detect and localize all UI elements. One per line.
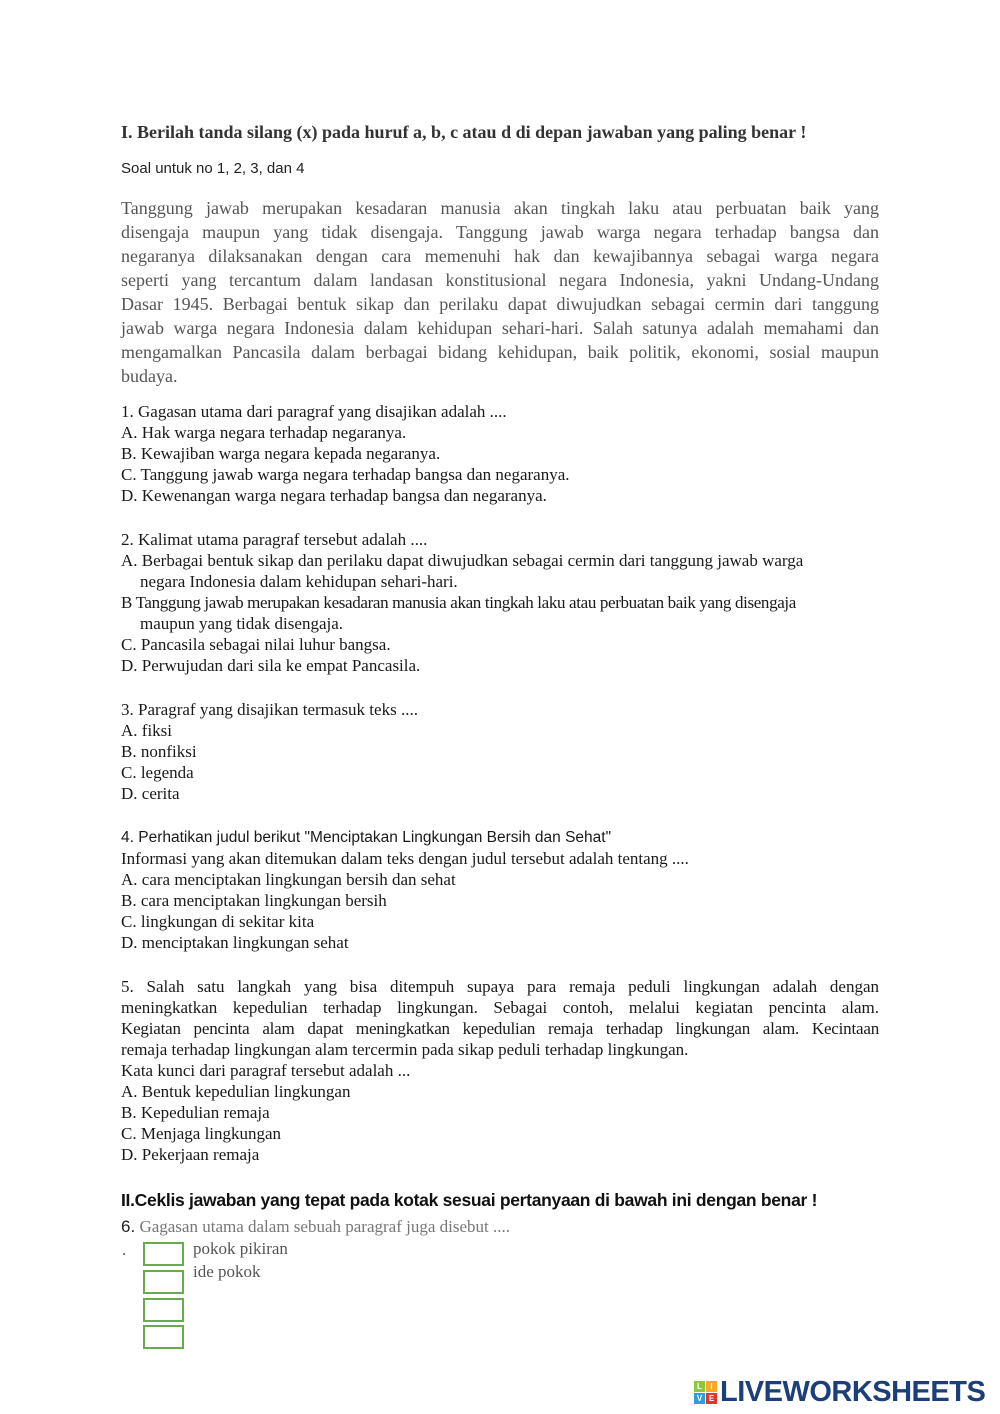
logo-text: LIVEWORKSHEETS [720, 1376, 986, 1408]
question-text: 2. Kalimat utama paragraf tersebut adalah .... [121, 530, 428, 549]
option[interactable]: C. legenda [121, 763, 194, 782]
option[interactable]: B. cara menciptakan lingkungan bersih [121, 891, 387, 910]
question-1 [121, 401, 879, 506]
option[interactable]: A. Hak warga negara terhadap negaranya. [121, 423, 407, 442]
liveworksheets-logo [694, 1376, 985, 1409]
question-4 [121, 827, 879, 953]
question-3 [121, 699, 879, 804]
option-continuation[interactable]: negara Indonesia dalam kehidupan sehari-hari. [140, 572, 458, 591]
stray-dot: . [122, 1240, 127, 1259]
option[interactable]: D. Pekerjaan remaja [121, 1145, 260, 1164]
option[interactable]: C. Pancasila sebagai nilai luhur bangsa. [121, 635, 391, 654]
option[interactable]: D. Perwujudan dari sila ke empat Pancasila. [121, 656, 421, 675]
passage [121, 196, 879, 388]
question-passage-line: remaja terhadap lingkungan alam tercermin pada sikap peduli terhadap lingkungan. [121, 1040, 689, 1059]
answer-checkbox-4[interactable] [143, 1325, 184, 1349]
option[interactable]: A. Bentuk kepedulian lingkungan [121, 1082, 351, 1101]
passage-line: negaranya dilaksanakan dengan cara memenuhi hak dan kewajibannya sebagai warga negara [121, 246, 879, 266]
question-text: Gagasan utama dalam sebuah paragraf juga disebut .... [139, 1217, 510, 1236]
option[interactable]: C. Tanggung jawab warga negara terhadap bangsa dan negaranya. [121, 465, 570, 484]
option[interactable]: D. cerita [121, 784, 180, 803]
answer-checkbox-2[interactable] [143, 1270, 184, 1294]
question-passage-line: 5. Salah satu langkah yang bisa ditempuh supaya para remaja peduli lingkungan adalah dengan [121, 977, 879, 996]
passage-line: Dasar 1945. Berbagai bentuk sikap dan perilaku dapat diwujudkan sebagai cermin dari tanggung [121, 294, 879, 314]
passage-line: Tanggung jawab merupakan kesadaran manusia akan tingkah laku atau perbuatan baik yang [121, 198, 879, 218]
answer-checkbox-1[interactable] [143, 1242, 184, 1266]
section2-heading: II.Ceklis jawaban yang tepat pada kotak sesuai pertanyaan di bawah ini dengan benar ! [121, 1190, 818, 1210]
passage-line: disengaja maupun yang tidak disengaja. Tanggung jawab warga negara terhadap bangsa dan [121, 222, 879, 242]
option[interactable]: B. Kepedulian remaja [121, 1103, 270, 1122]
option[interactable]: D. menciptakan lingkungan sehat [121, 933, 349, 952]
option[interactable]: B Tanggung jawab merupakan kesadaran manusia akan tingkah laku atau perbuatan baik yang disengaja [121, 593, 796, 612]
passage-line: seperti yang tercantum dalam landasan konstitusional negara Indonesia, yakni Undang-Undang [121, 270, 879, 290]
option[interactable]: D. Kewenangan warga negara terhadap bangsa dan negaranya. [121, 486, 547, 505]
question-text: Informasi yang akan ditemukan dalam teks dengan judul tersebut adalah tentang .... [121, 849, 689, 868]
option-continuation[interactable]: maupun yang tidak disengaja. [140, 614, 344, 633]
question-passage-line: Kegiatan pencinta alam dapat meningkatkan kepedulian remaja terhadap lingkungan alam. Kecintaan [121, 1019, 879, 1038]
answer-checkbox-3[interactable] [143, 1298, 184, 1322]
question-passage-line: meningkatkan kepedulian terhadap lingkungan. Sebagai contoh, melalui kegiatan pencinta alam. [121, 998, 879, 1017]
checkbox-option-label: ide pokok [193, 1262, 261, 1281]
question-6 [121, 1216, 879, 1237]
option[interactable]: C. lingkungan di sekitar kita [121, 912, 315, 931]
question-text: Kata kunci dari paragraf tersebut adalah ... [121, 1061, 411, 1080]
question-number: 6. [121, 1217, 136, 1236]
passage-subheading: Soal untuk no 1, 2, 3, dan 4 [121, 160, 305, 177]
option[interactable]: A. fiksi [121, 721, 172, 740]
question-2 [121, 529, 891, 676]
question-text: 1. Gagasan utama dari paragraf yang disajikan adalah .... [121, 402, 507, 421]
question-5 [121, 976, 879, 1165]
passage-line: jawab warga negara Indonesia dalam kehidupan sehari-hari. Salah satunya adalah memahami dan [121, 318, 879, 338]
checkbox-option-label: pokok pikiran [193, 1239, 288, 1258]
section1-heading: I. Berilah tanda silang (x) pada huruf a, b, c atau d di depan jawaban yang paling benar ! [121, 122, 807, 142]
option[interactable]: B. nonfiksi [121, 742, 197, 761]
option[interactable]: A. Berbagai bentuk sikap dan perilaku dapat diwujudkan sebagai cermin dari tanggung jawab warga [121, 551, 804, 570]
passage-line: mengamalkan Pancasila dalam berbagai bidang kehidupan, baik politik, ekonomi, sosial maupun [121, 342, 879, 362]
question-text: 4. Perhatikan judul berikut "Menciptakan Lingkungan Bersih dan Sehat" [121, 829, 612, 846]
question-text: 3. Paragraf yang disajikan termasuk teks .... [121, 700, 418, 719]
option[interactable]: C. Menjaga lingkungan [121, 1124, 282, 1143]
option[interactable]: A. cara menciptakan lingkungan bersih dan sehat [121, 870, 456, 889]
passage-line: budaya. [121, 366, 178, 386]
option[interactable]: B. Kewajiban warga negara kepada negaranya. [121, 444, 441, 463]
logo-tiles-icon: L I V E [694, 1381, 717, 1404]
